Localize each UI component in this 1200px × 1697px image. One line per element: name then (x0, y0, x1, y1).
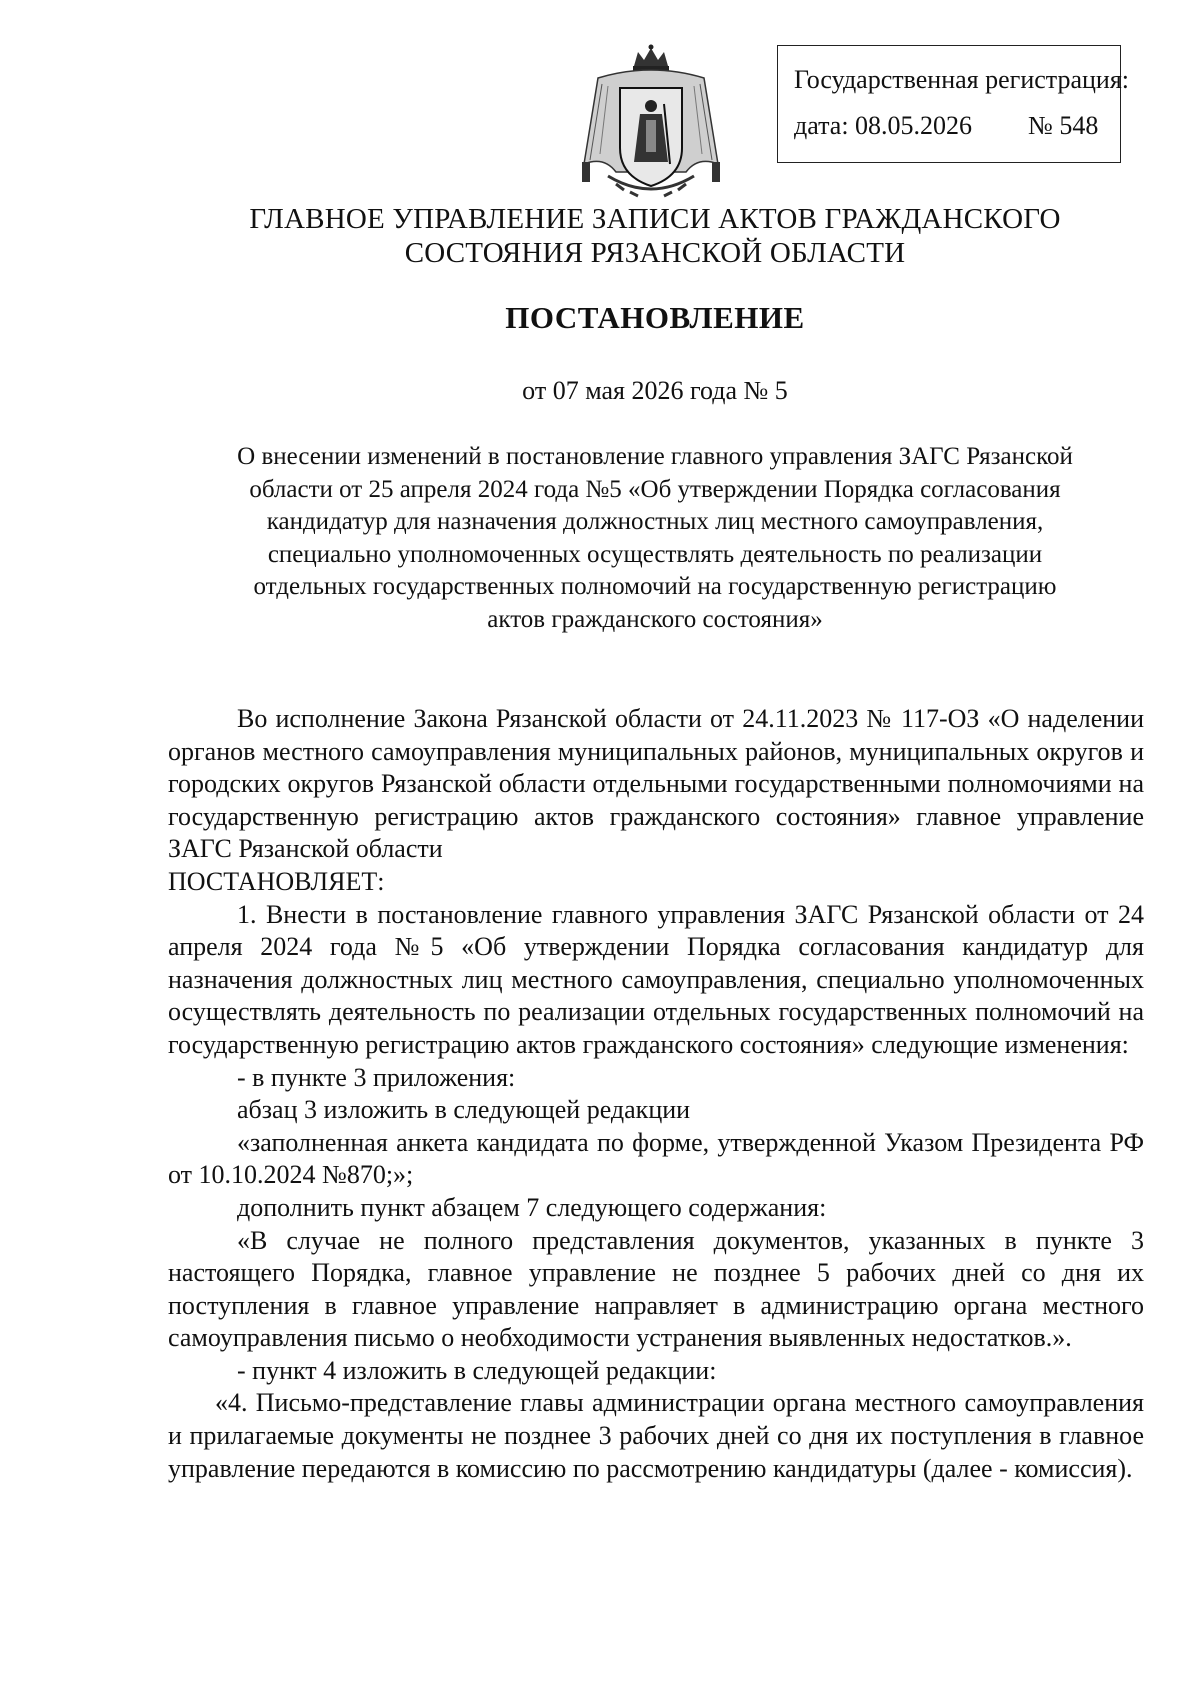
amendment-item: абзац 3 изложить в следующей редакции (237, 1095, 691, 1125)
amendment-quote: «4. Письмо-представление главы администрации органа местного самоуправления и прилагаемые документы не позднее 3 рабочих дней со дня их поступления в главное управление передаются в комиссию по рассмотрению кандидатуры (далее - комиссия). (168, 1388, 1144, 1483)
organization-name-line: СОСТОЯНИЯ РЯЗАНСКОЙ ОБЛАСТИ (404, 237, 906, 269)
amendment-quote: «заполненная анкета кандидата по форме, утвержденной Указом Президента РФ от 10.10.2024 №870;»; (168, 1127, 1144, 1190)
document-date-number: от 07 мая 2026 года № 5 (522, 376, 788, 405)
organization-name (0, 202, 1200, 270)
title-line: области от 25 апреля 2024 года №5 «Об утверждении Порядка согласования (249, 475, 1061, 503)
amendment-item: - пункт 4 изложить в следующей редакции: (237, 1355, 717, 1385)
clause-1-paragraph: 1. Внести в постановление главного управления ЗАГС Рязанской области от 24 апреля 2024 года №5 «Об утверждении Порядка согласования кандидатур для назначения должностных лиц местного самоуправления, специально уполномоченных осуществлять деятельность по реализации отдельных государственных полномочий на государственную регистрацию актов гражданского состояния» следующие изменения: (168, 899, 1144, 1059)
amendment-item: - в пункте 3 приложения: (237, 1062, 516, 1092)
organization-name-line: ГЛАВНОЕ УПРАВЛЕНИЕ ЗАПИСИ АКТОВ ГРАЖДАНСКОГО (249, 203, 1061, 235)
preamble-paragraph: Во исполнение Закона Рязанской области от 24.11.2023 № 117-ОЗ «О наделении органов местного самоуправления муниципальных районов, муниципальных округов и городских округов Рязанской области отдельными государственными полномочиями на государственную регистрацию актов гражданского состояния» главное управление ЗАГС Рязанской области (168, 704, 1144, 864)
resolves-heading: ПОСТАНОВЛЯЕТ: (168, 866, 385, 896)
title-line: О внесении изменений в постановление главного управления ЗАГС Рязанской (237, 443, 1073, 470)
document-type-heading: ПОСТАНОВЛЕНИЕ (505, 300, 805, 335)
document-title (168, 441, 1142, 637)
amendment-item: дополнить пункт абзацем 7 следующего содержания: (237, 1192, 827, 1222)
coat-of-arms-emblem (578, 44, 724, 202)
amendment-quote: «В случае не полного представления документов, указанных в пункте 3 настоящего Порядка, главное управление не позднее 5 рабочих дней со дня их поступления в главное управление направляет в администрацию органа местного самоуправления письмо о необходимости устранения выявленных недостатков.». (168, 1225, 1144, 1353)
registration-stamp-box (777, 45, 1130, 163)
registration-date-number (794, 112, 1098, 141)
registration-date: дата: 08.05.2026 (794, 111, 973, 140)
title-line: кандидатур для назначения должностных лиц местного самоуправления, (266, 508, 1044, 536)
document-body (168, 703, 1144, 1485)
registration-number: № 548 (1028, 111, 1099, 140)
title-line: специально уполномоченных осуществлять деятельность по реализации (267, 540, 1043, 568)
title-line: актов гражданского состояния» (487, 605, 823, 633)
title-line: отдельных государственных полномочий на государственную регистрацию (253, 573, 1057, 601)
registration-label: Государственная регистрация: (794, 65, 1130, 94)
